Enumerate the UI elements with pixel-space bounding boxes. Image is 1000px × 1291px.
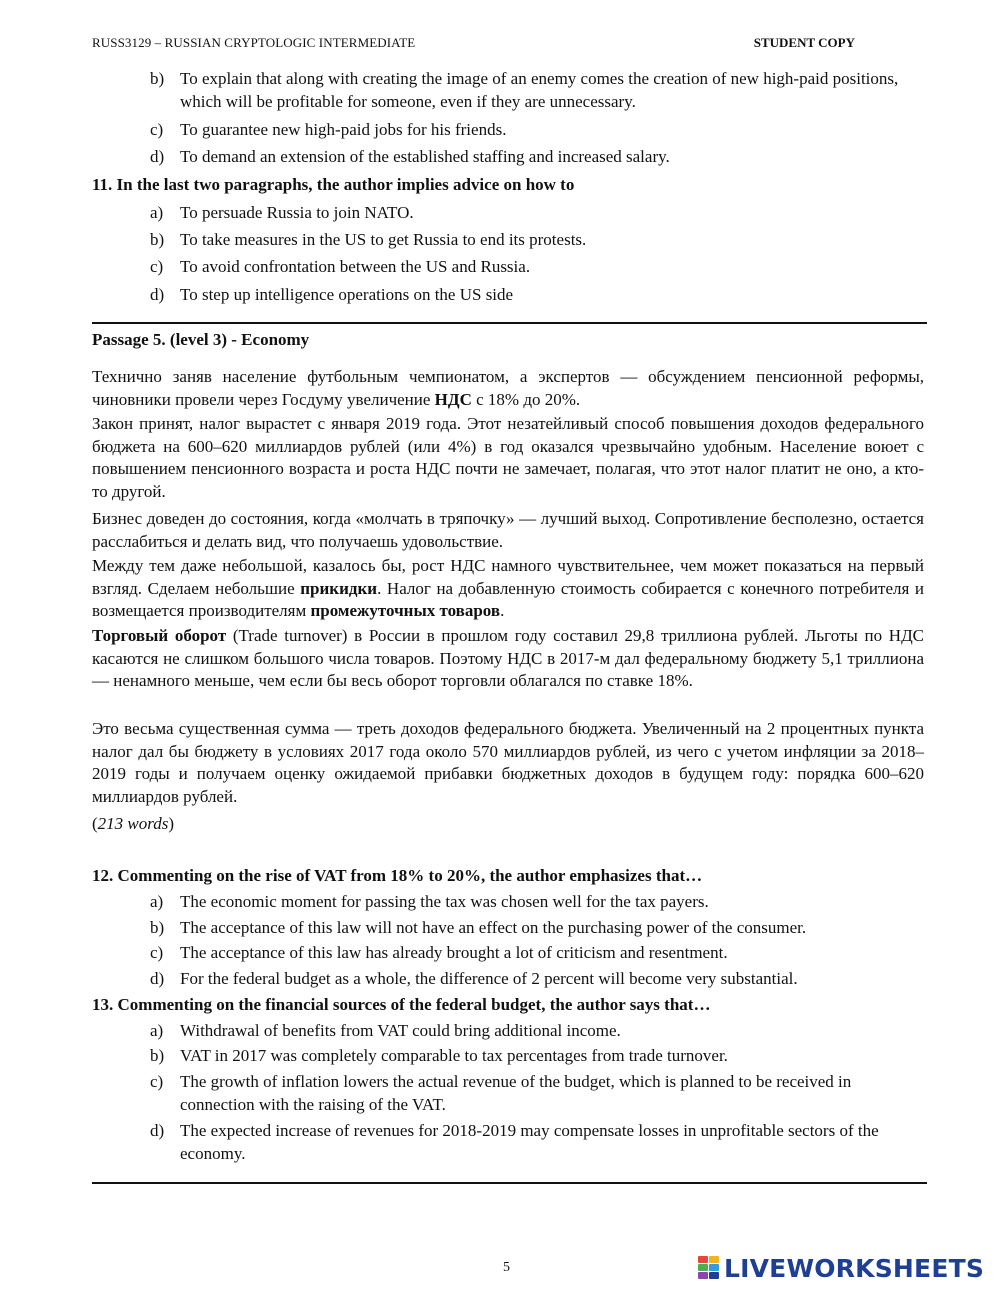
passage-paragraph-5: Торговый оборот (Trade turnover) в России в прошлом году составил 29,8 триллиона рублей. Льготы по НДС касаются не слишком большого числа товаров. Поэтому НДС в 2017-м дал федеральному бюджету 5,1 триллиона — ненамного меньше, чем если бы весь оборот торговли облагался по ставке 18%. [92,626,925,690]
option-text: VAT in 2017 was completely comparable to tax percentages from trade turnover. [180,1046,728,1065]
question-13: 13. Commenting on the financial sources of the federal budget, the author says that… [92,995,711,1014]
option-text: Withdrawal of benefits from VAT could bring additional income. [180,1021,621,1040]
option-text: The growth of inflation lowers the actual revenue of the budget, which is planned to be received in connection with the raising of the VAT. [180,1072,852,1114]
liveworksheets-cube-icon [698,1256,720,1280]
option-text: To guarantee new high-paid jobs for his friends. [180,120,507,139]
option-letter: a) [150,203,164,222]
passage-paragraph-6: Это весьма существенная сумма — треть доходов федерального бюджета. Увеличенный на 2 процентных пункта налог дал бы бюджету в условиях 2017 года около 570 миллиардов рублей, из чего с учетом инфляции за 2018–2019 годы и получаем оценку ожидаемой прибавки бюджетных доходов в будущем году: порядка 600–620 миллиардов рублей. [92,719,924,806]
option-letter: d) [150,969,165,988]
option-letter: d) [150,1121,165,1140]
option-letter: a) [150,1021,164,1040]
option-text: The acceptance of this law has already brought a lot of criticism and resentment. [180,943,728,962]
passage-paragraph-3: Бизнес доведен до состояния, когда «молчать в тряпочку» — лучший выход. Сопротивление бесполезно, остается расслабиться и делать вид, что получаешь удовольствие. [92,509,924,551]
bold-term-trade-turnover: Торговый оборот [92,626,227,645]
question-12: 12. Commenting on the rise of VAT from 18% to 20%, the author emphasizes that… [92,866,703,885]
option-text: To demand an extension of the established staffing and increased salary. [180,147,670,166]
option-text: The expected increase of revenues for 2018-2019 may compensate losses in unprofitable sectors of the economy. [180,1121,879,1163]
option-letter: c) [150,943,164,962]
option-letter: b) [150,69,165,88]
liveworksheets-logo [698,1254,998,1284]
option-letter: d) [150,285,165,304]
bold-term-prikidki: прикидки [300,578,378,598]
bold-term-nds: НДС [434,389,472,409]
page-number: 5 [503,1260,510,1275]
option-text: The economic moment for passing the tax was chosen well for the tax payers. [180,892,709,911]
student-copy-label: STUDENT COPY [753,35,855,50]
passage-paragraph-2: Закон принят, налог вырастет с января 2019 года. Этот незатейливый способ повышения доходов федерального бюджета на 600–620 миллиардов рублей (или 4%) в год оказался чрезвычайно удобным. Население воюет с повышением пенсионного возраста и роста НДС почти не замечает, полагая, что этот налог платит не оно, а кто-то другой. [92,414,924,501]
course-title: RUSS3129 – RUSSIAN CRYPTOLOGIC INTERMEDIATE [92,35,416,50]
section-divider [92,322,927,324]
option-text: To persuade Russia to join NATO. [180,203,414,222]
option-text: For the federal budget as a whole, the difference of 2 percent will become very substantial. [180,969,798,988]
option-letter: d) [150,147,165,166]
option-text: To explain that along with creating the image of an enemy comes the creation of new high-paid positions, which will be profitable for someone, even if they are unnecessary. [180,69,899,111]
option-text: To take measures in the US to get Russia to end its protests. [180,230,587,249]
page-header [92,35,855,55]
option-letter: b) [150,918,165,937]
option-text: To avoid confrontation between the US and Russia. [180,257,531,276]
passage-paragraph-1: Технично заняв население футбольным чемпионатом, а экспертов — обсуждением пенсионной реформы, чиновники провели через Госдуму увеличение НДС с 18% до 20%. [92,367,924,409]
liveworksheets-wordmark: LIVEWORKSHEETS [724,1254,985,1283]
option-letter: c) [150,257,164,276]
option-letter: c) [150,120,164,139]
passage-paragraph-4: Между тем даже небольшой, казалось бы, рост НДС намного чувствительнее, чем может показаться на первый взгляд. Сделаем небольшие прикидки. Налог на добавленную стоимость собирается с конечного потребителя и возмещается производителям промежуточных товаров. [92,556,924,620]
word-count: (213 words) [92,814,175,833]
option-letter: c) [150,1072,164,1091]
question-11: 11. In the last two paragraphs, the author implies advice on how to [92,175,575,194]
section-divider [92,1182,927,1184]
passage-title: Passage 5. (level 3) - Economy [92,330,310,349]
option-letter: b) [150,1046,165,1065]
bold-term-intermediate-goods: промежуточных товаров [310,601,501,620]
option-letter: a) [150,892,164,911]
option-letter: b) [150,230,165,249]
option-text: The acceptance of this law will not have an effect on the purchasing power of the consumer. [180,918,807,937]
option-text: To step up intelligence operations on the US side [180,285,514,304]
